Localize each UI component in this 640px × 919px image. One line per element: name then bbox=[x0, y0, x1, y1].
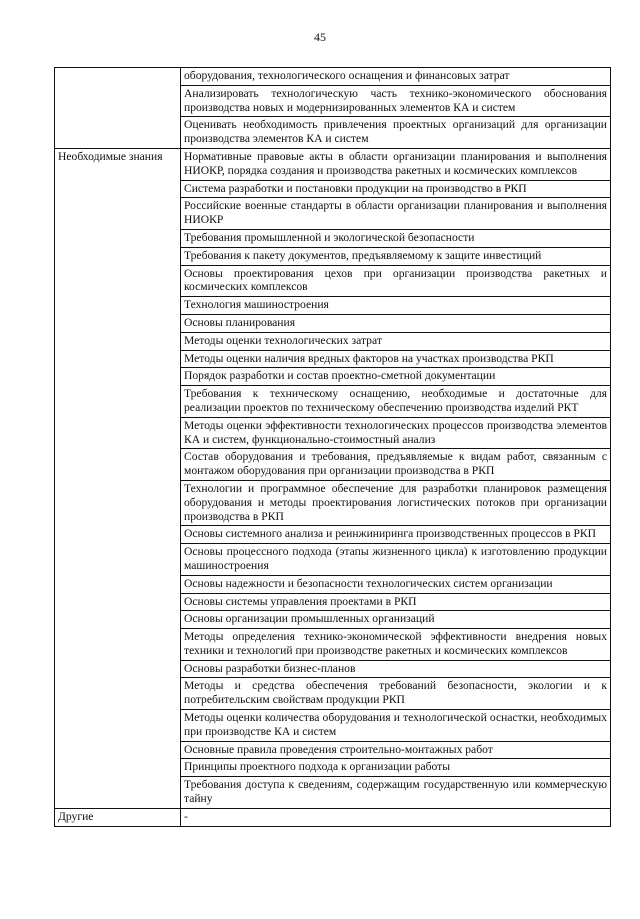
requirement-text: Анализировать технологическую часть технико-экономического обоснования производства новых и модернизированных элементов КА и систем bbox=[181, 85, 611, 117]
requirement-text: Порядок разработки и состав проектно-сметной документации bbox=[181, 368, 611, 386]
requirements-table bbox=[54, 67, 611, 827]
requirement-text: оборудования, технологического оснащения и финансовых затрат bbox=[181, 68, 611, 86]
requirement-text: Состав оборудования и требования, предъявляемые к видам работ, связанным с монтажом оборудования при организации производства в РКП bbox=[181, 449, 611, 481]
requirement-text: Основы системы управления проектами в РКП bbox=[181, 593, 611, 611]
row-group-label: Необходимые знания bbox=[55, 148, 181, 808]
requirement-text: Основные правила проведения строительно-монтажных работ bbox=[181, 741, 611, 759]
table-row bbox=[55, 808, 611, 826]
requirement-text: Требования к пакету документов, предъявляемому к защите инвестиций bbox=[181, 247, 611, 265]
requirement-text: Основы планирования bbox=[181, 314, 611, 332]
requirement-text: Методы оценки наличия вредных факторов на участках производства РКП bbox=[181, 350, 611, 368]
requirement-text: Основы разработки бизнес-планов bbox=[181, 660, 611, 678]
table-row bbox=[55, 68, 611, 86]
requirement-text: Основы процессного подхода (этапы жизненного цикла) к изготовлению продукции машиностроения bbox=[181, 544, 611, 576]
requirement-text: Система разработки и постановки продукции на производство в РКП bbox=[181, 180, 611, 198]
page-number: 45 bbox=[314, 30, 326, 44]
requirement-text: Требования промышленной и экологической безопасности bbox=[181, 229, 611, 247]
row-group-label bbox=[55, 68, 181, 149]
requirement-text: Нормативные правовые акты в области организации планирования и выполнения НИОКР, порядка создания и производства ракетных и космических комплексов bbox=[181, 148, 611, 180]
requirement-text: Российские военные стандарты в области организации планирования и выполнения НИОКР bbox=[181, 198, 611, 230]
requirements-table-body bbox=[55, 68, 611, 827]
requirement-text: Принципы проектного подхода к организации работы bbox=[181, 759, 611, 777]
requirement-text: Основы надежности и безопасности технологических систем организации bbox=[181, 575, 611, 593]
requirement-text: - bbox=[181, 808, 611, 826]
requirement-text: Методы оценки технологических затрат bbox=[181, 332, 611, 350]
requirement-text: Методы и средства обеспечения требований безопасности, экологии и к потребительским свойствам продукции РКП bbox=[181, 678, 611, 710]
table-row bbox=[55, 148, 611, 180]
requirement-text: Методы оценки количества оборудования и технологической оснастки, необходимых при производстве КА и систем bbox=[181, 710, 611, 742]
requirement-text: Основы организации промышленных организаций bbox=[181, 611, 611, 629]
requirement-text: Методы определения технико-экономической эффективности внедрения новых техники и технологий при производстве ракетных и космических комплексов bbox=[181, 629, 611, 661]
row-group-label: Другие bbox=[55, 808, 181, 826]
requirement-text: Методы оценки эффективности технологических процессов производства элементов КА и систем, функционально-стоимостный анализ bbox=[181, 417, 611, 449]
requirement-text: Основы системного анализа и реинжиниринга производственных процессов в РКП bbox=[181, 526, 611, 544]
requirement-text: Технология машиностроения bbox=[181, 297, 611, 315]
requirement-text: Требования доступа к сведениям, содержащим государственную или коммерческую тайну bbox=[181, 777, 611, 809]
requirement-text: Основы проектирования цехов при организации производства ракетных и космических комплексов bbox=[181, 265, 611, 297]
requirement-text: Оценивать необходимость привлечения проектных организаций для организации производства элементов КА и систем bbox=[181, 117, 611, 149]
requirement-text: Требования к техническому оснащению, необходимые и достаточные для реализации проектов по техническому обеспечению производства изделий РКТ bbox=[181, 386, 611, 418]
requirement-text: Технологии и программное обеспечение для разработки планировок размещения оборудования и методы проектирования логистических потоков при организации производства в РКП bbox=[181, 480, 611, 525]
